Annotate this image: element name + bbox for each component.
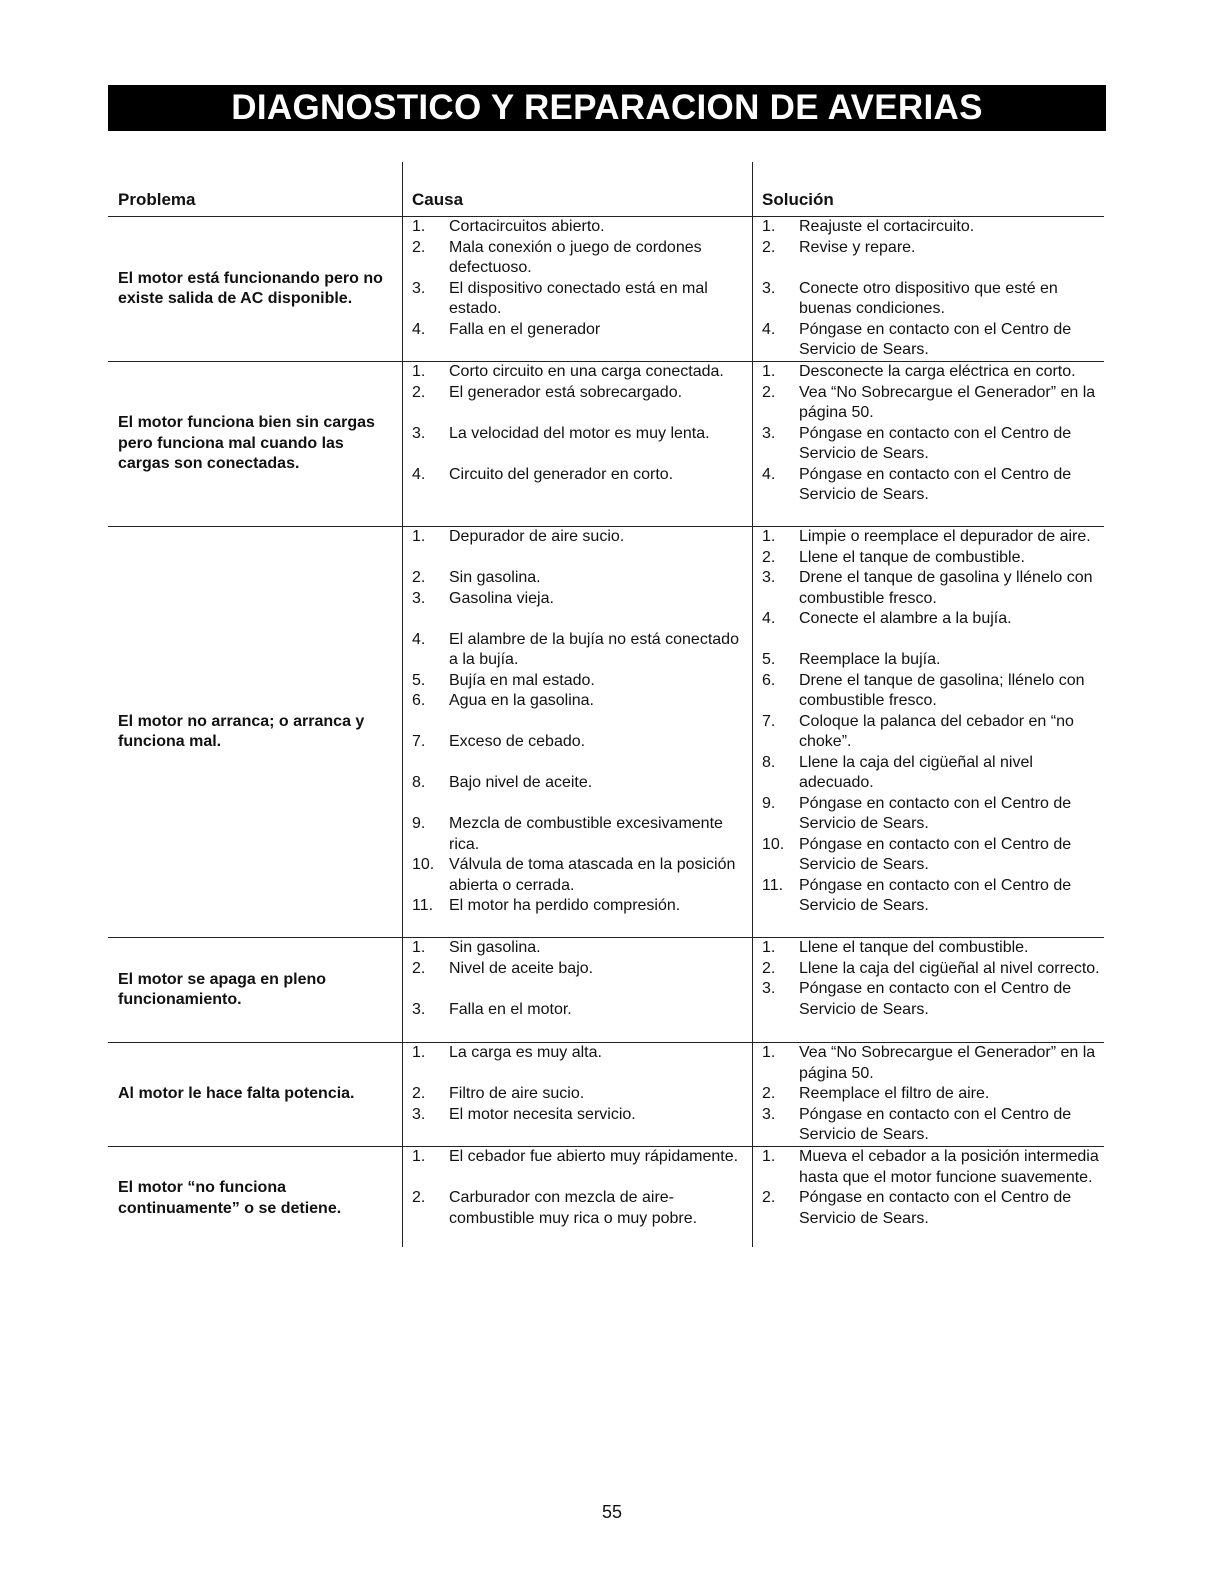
problem-text: El motor está funcionando pero no existe salida de AC disponible. <box>118 269 383 307</box>
solution-item: 3. Conecte otro dispositivo que esté en buenas condiciones. <box>762 279 1058 317</box>
solution-item: 2. Llene la caja del cigüeñal al nivel correcto. <box>762 959 1100 977</box>
cause-item: 3. Gasolina vieja. <box>412 589 554 607</box>
table-row <box>108 1043 1104 1147</box>
cause-item: 10. Válvula de toma atascada en la posición abierta o cerrada. <box>412 856 736 894</box>
cause-item: 2. Mala conexión o juego de cordones defectuoso. <box>412 238 702 276</box>
table-row <box>108 362 1104 527</box>
problem-cell <box>118 1043 398 1146</box>
solution-item: 2. Vea “No Sobrecargue el Generador” en la página 50. <box>762 383 1096 421</box>
solution-item: 1. Limpie o reemplace el depurador de aire. <box>762 528 1091 545</box>
cause-cell <box>412 1147 742 1229</box>
header-cause: Causa <box>412 190 464 209</box>
cause-item: 4. Falla en el generador <box>412 320 601 338</box>
cause-item: 4. El alambre de la bujía no está conectado a la bujía. <box>412 630 739 668</box>
table-row <box>108 527 1104 938</box>
cause-cell <box>412 1043 742 1125</box>
solution-item: 3. Póngase en contacto con el Centro de Servicio de Sears. <box>762 1105 1072 1143</box>
solution-item: 2. Póngase en contacto con el Centro de Servicio de Sears. <box>762 1189 1072 1227</box>
cause-item: 2. Sin gasolina. <box>412 569 541 586</box>
cause-item: 3. El dispositivo conectado está en mal estado. <box>412 279 708 317</box>
cause-item: 3. El motor necesita servicio. <box>412 1105 636 1123</box>
page-number: 55 <box>601 1502 623 1522</box>
solution-item: 4. Póngase en contacto con el Centro de Servicio de Sears. <box>762 465 1072 503</box>
problem-cell <box>118 527 398 937</box>
cause-item: 2. Filtro de aire sucio. <box>412 1085 585 1102</box>
solution-cell <box>762 217 1102 361</box>
cause-cell <box>412 527 742 917</box>
table-row <box>108 217 1104 362</box>
cause-item: 1. Cortacircuitos abierto. <box>412 218 605 235</box>
table-row <box>108 938 1104 1043</box>
cause-item: 2. Carburador con mezcla de aire-combustible muy rica o muy pobre. <box>412 1189 698 1227</box>
header-problem: Problema <box>118 190 196 209</box>
cause-item: 3. La velocidad del motor es muy lenta. <box>412 424 710 442</box>
cause-item: 1. Depurador de aire sucio. <box>412 528 625 545</box>
solution-item: 1. Desconecte la carga eléctrica en corto. <box>762 363 1076 380</box>
solution-item: 6. Drene el tanque de gasolina; llénelo con combustible fresco. <box>762 671 1085 709</box>
cause-item: 2. El generador está sobrecargado. <box>412 383 683 401</box>
cause-item: 6. Agua en la gasolina. <box>412 692 594 709</box>
solution-item: 1. Mueva el cebador a la posición intermedia hasta que el motor funcione suavemente. <box>762 1148 1099 1186</box>
cause-item: 7. Exceso de cebado. <box>412 733 586 750</box>
problem-text: El motor “no funciona continuamente” o se detiene. <box>118 1179 342 1217</box>
table-row <box>108 1147 1104 1250</box>
solution-cell <box>762 362 1102 506</box>
troubleshooting-table <box>108 162 1104 1250</box>
solution-item: 4. Póngase en contacto con el Centro de Servicio de Sears. <box>762 320 1072 358</box>
problem-text: Al motor le hace falta potencia. <box>118 1085 355 1103</box>
solution-item: 1. Llene el tanque del combustible. <box>762 939 1029 956</box>
problem-text: El motor funciona bien sin cargas pero funciona mal cuando las cargas son conectadas. <box>118 414 375 473</box>
header-solution: Solución <box>762 190 834 209</box>
problem-cell <box>118 362 398 526</box>
solution-item: 4. Conecte el alambre a la bujía. <box>762 610 1012 627</box>
cause-item: 3. Falla en el motor. <box>412 1000 572 1018</box>
solution-item: 1. Vea “No Sobrecargue el Generador” en la página 50. <box>762 1044 1096 1082</box>
solution-item: 10. Póngase en contacto con el Centro de Servicio de Sears. <box>762 835 1072 873</box>
cause-item: 2. Nivel de aceite bajo. <box>412 959 594 977</box>
solution-item: 8. Llene la caja del cigüeñal al nivel adecuado. <box>762 753 1033 791</box>
table-header <box>108 162 1104 217</box>
solution-item: 11. Póngase en contacto con el Centro de Servicio de Sears. <box>762 876 1072 914</box>
cause-cell <box>412 217 742 340</box>
solution-item: 3. Drene el tanque de gasolina y llénelo con combustible fresco. <box>762 569 1093 607</box>
solution-item: 2. Llene el tanque de combustible. <box>762 548 1025 566</box>
solution-item: 2. Revise y repare. <box>762 238 916 256</box>
cause-item: 1. La carga es muy alta. <box>412 1044 602 1061</box>
solution-cell <box>762 527 1102 917</box>
problem-cell <box>118 217 398 361</box>
solution-item: 7. Coloque la palanca del cebador en “no choke”. <box>762 712 1074 750</box>
solution-item: 2. Reemplace el filtro de aire. <box>762 1085 990 1102</box>
problem-cell <box>118 938 398 1042</box>
solution-cell <box>762 1147 1102 1229</box>
cause-cell <box>412 362 742 485</box>
cause-item: 8. Bajo nivel de aceite. <box>412 774 593 791</box>
cause-item: 1. Corto circuito en una carga conectada. <box>412 363 724 380</box>
solution-item: 3. Póngase en contacto con el Centro de Servicio de Sears. <box>762 980 1072 1018</box>
cause-cell <box>412 938 742 1020</box>
cause-item: 1. El cebador fue abierto muy rápidamente. <box>412 1148 739 1165</box>
problem-text: El motor no arranca; o arranca y funciona mal. <box>118 712 365 750</box>
page-title: DIAGNOSTICO Y REPARACION DE AVERIAS <box>108 85 1106 131</box>
solution-cell <box>762 938 1102 1020</box>
solution-item: 1. Reajuste el cortacircuito. <box>762 218 975 235</box>
solution-item: 9. Póngase en contacto con el Centro de Servicio de Sears. <box>762 794 1072 832</box>
cause-item: 11. El motor ha perdido compresión. <box>412 897 681 914</box>
cause-item: 4. Circuito del generador en corto. <box>412 465 674 483</box>
solution-cell <box>762 1043 1102 1146</box>
problem-text: El motor se apaga en pleno funcionamiento. <box>118 970 327 1008</box>
problem-cell <box>118 1147 398 1250</box>
solution-item: 5. Reemplace la bujía. <box>762 651 941 668</box>
cause-item: 1. Sin gasolina. <box>412 939 541 956</box>
solution-item: 3. Póngase en contacto con el Centro de Servicio de Sears. <box>762 424 1072 462</box>
cause-item: 5. Bujía en mal estado. <box>412 671 595 689</box>
cause-item: 9. Mezcla de combustible excesivamente rica. <box>412 815 723 853</box>
